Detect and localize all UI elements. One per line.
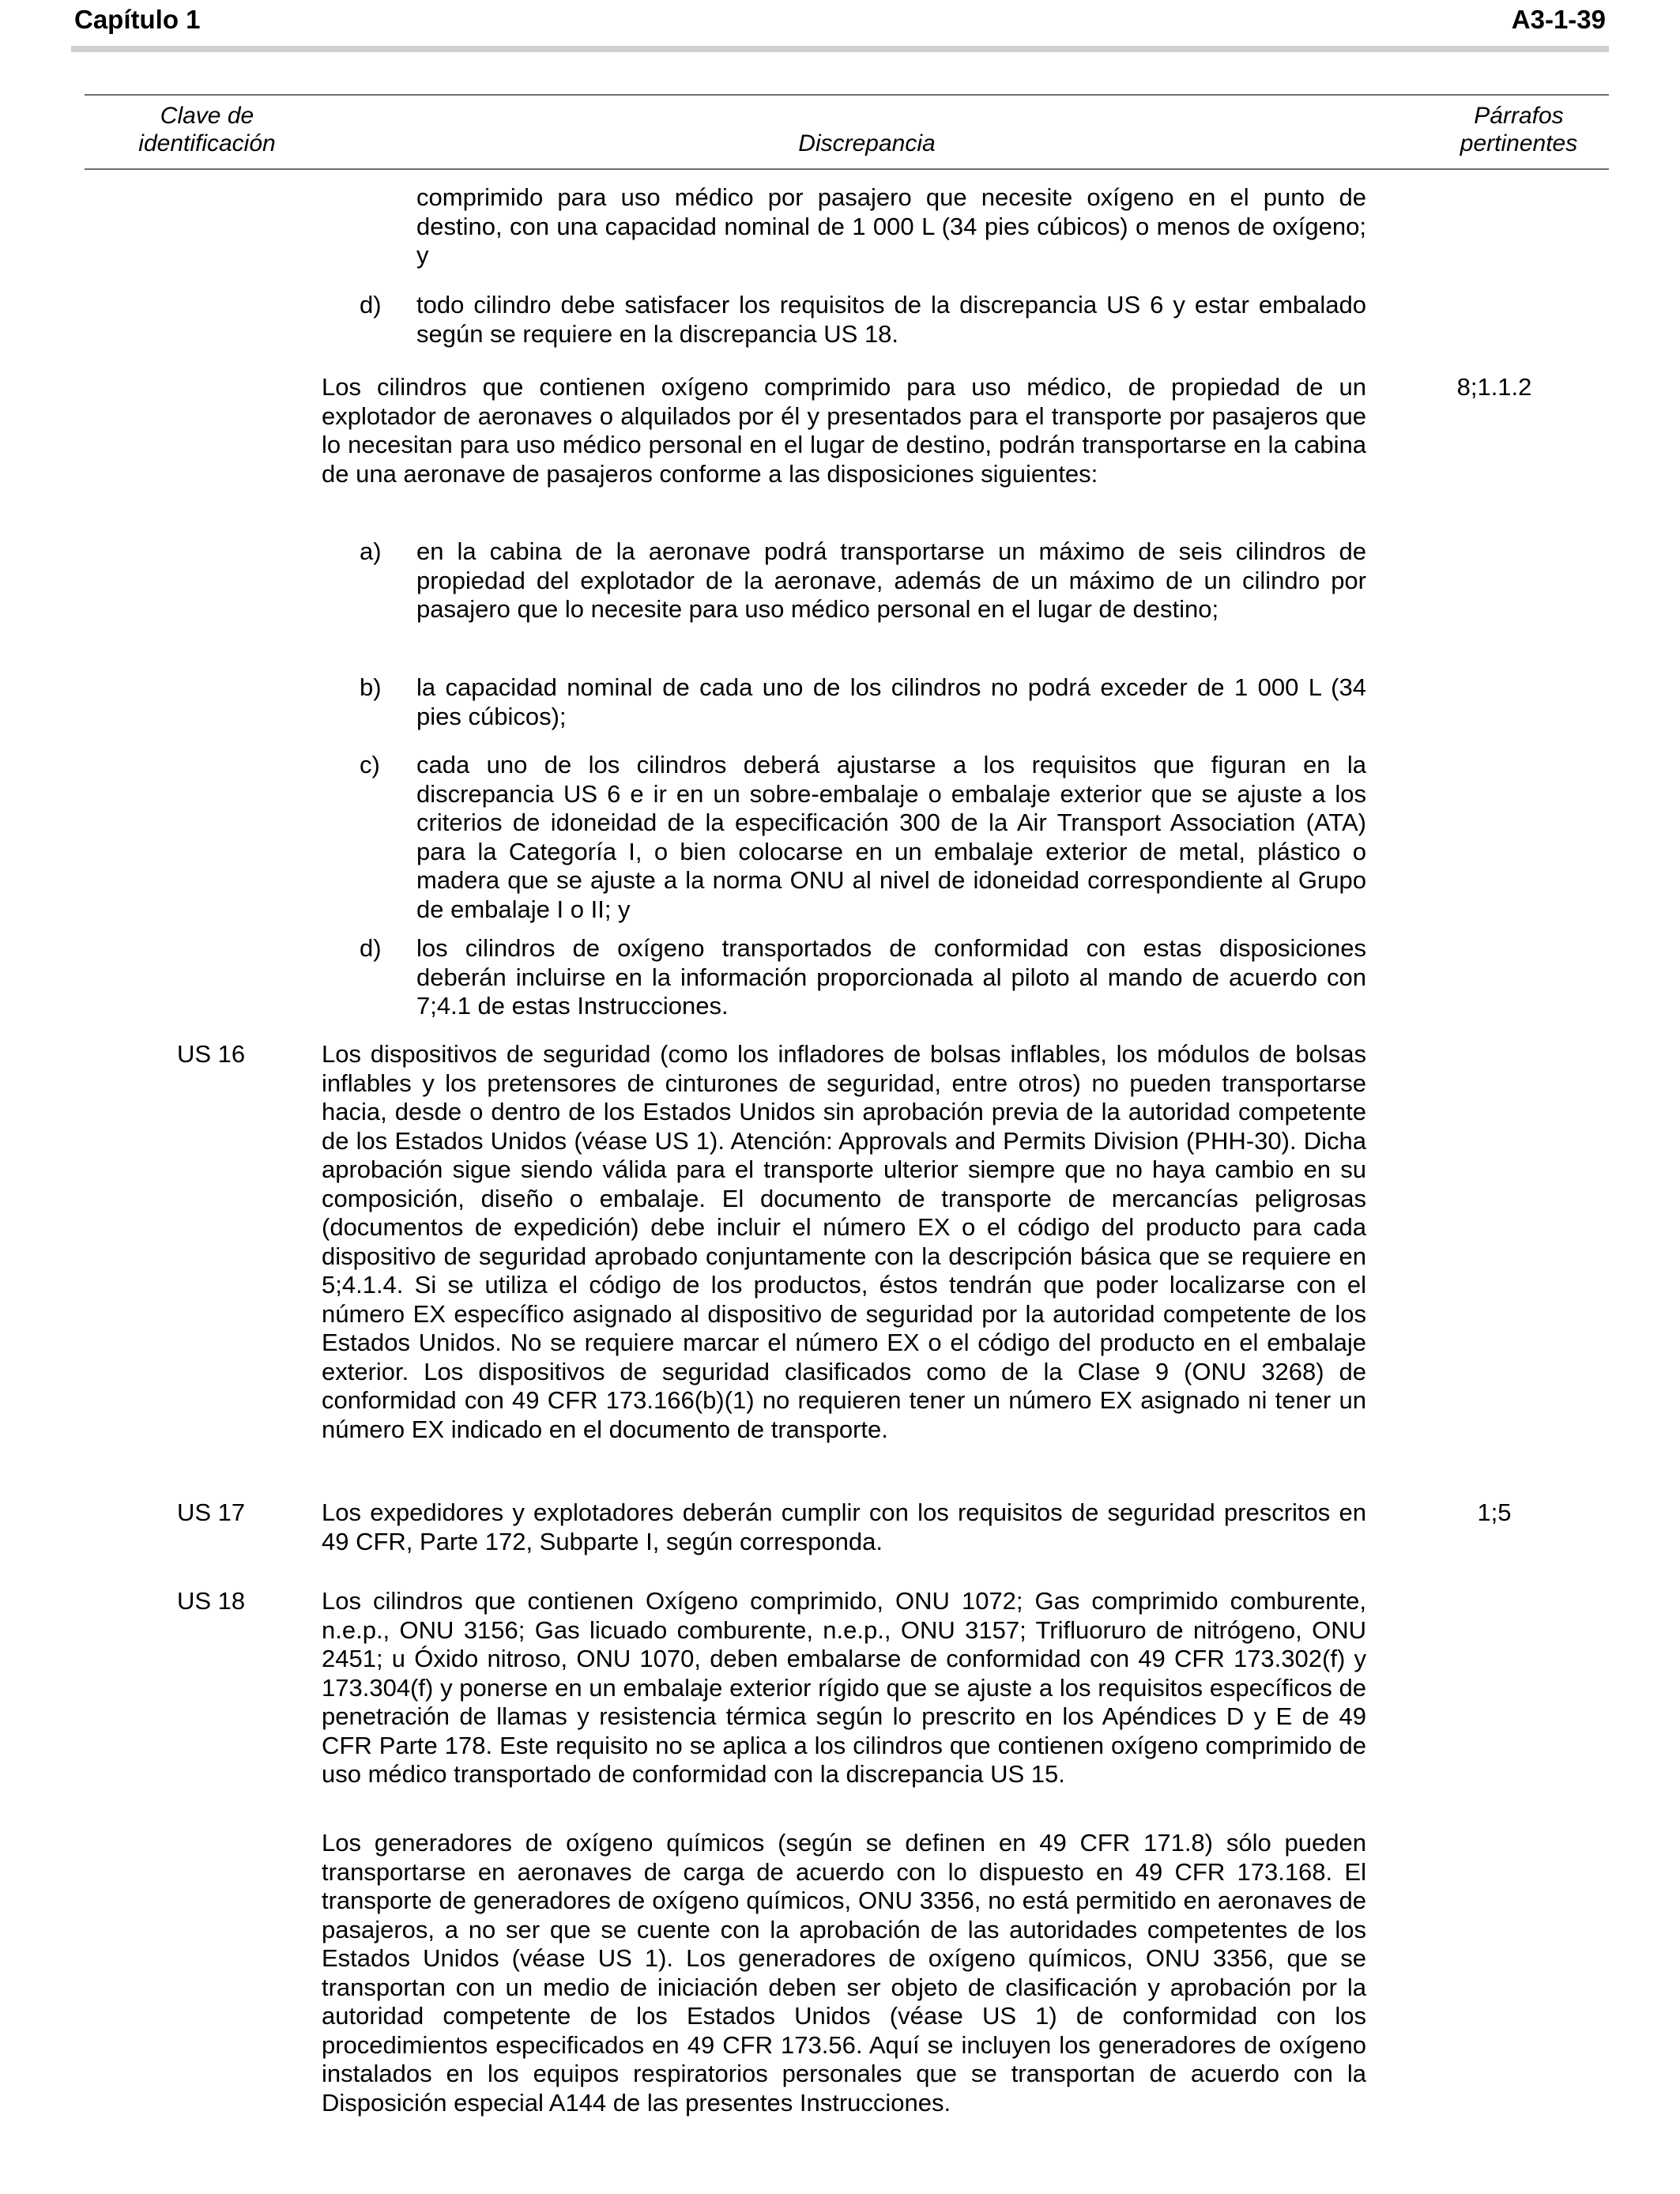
- item-label: b): [360, 673, 382, 701]
- item-text: la capacidad nominal de cada uno de los cilindros no podrá exceder de 1 000 L (34 pies cúbicos);: [416, 673, 1366, 730]
- item-label: c): [360, 751, 380, 778]
- identification-key: US 17: [177, 1498, 246, 1526]
- column-header-key: Clave de identificación: [138, 103, 276, 156]
- chapter-title: Capítulo 1: [74, 5, 201, 34]
- column-header-paragraphs: Párrafos pertinentes: [1460, 103, 1578, 156]
- paragraph-reference: 8;1.1.2: [1456, 373, 1532, 401]
- paragraph-reference: 1;5: [1477, 1498, 1512, 1526]
- list-item: [360, 183, 1366, 270]
- discrepancy-text: Los expedidores y explotadores deberán cumplir con los requisitos de seguridad prescritos en 49 CFR, Parte 172, Subparte I, según corresponda.: [322, 1498, 1366, 1555]
- item-label: d): [360, 291, 382, 319]
- discrepancy-text: Los generadores de oxígeno químicos (según se definen en 49 CFR 171.8) sólo pueden transportarse en aeronaves de carga de acuerdo con lo dispuesto en 49 CFR 173.168. El transporte de generadores de oxígeno químicos, ONU 3356, no está permitido en aeronaves de pasajeros, a no ser que se cuente con la aprobación de las autoridades competentes de los Estados Unidos (véase US 1). Los generadores de oxígeno químicos, ONU 3356, que se transportan con un medio de iniciación deben ser objeto de clasificación y aprobación por la autoridad competente de los Estados Unidos (véase US 1) de conformidad con los procedimientos especificados en 49 CFR 173.56. Aquí se incluyen los generadores de oxígeno instalados en los equipos respiratorios personales que se transportan de acuerdo con la Disposición especial A144 de las presentes Instrucciones.: [322, 1829, 1366, 2117]
- identification-key: US 18: [177, 1587, 246, 1615]
- item-text: los cilindros de oxígeno transportados de conformidad con estas disposiciones deberán incluirse en la información proporcionada al piloto al mando de acuerdo con 7;4.1 de estas Instrucciones.: [416, 934, 1366, 1020]
- item-label: d): [360, 934, 382, 962]
- item-text: todo cilindro debe satisfacer los requisitos de la discrepancia US 6 y estar embalado según se requiere en la discrepancia US 18.: [416, 291, 1366, 348]
- discrepancy-text: Los cilindros que contienen oxígeno comprimido para uso médico, de propiedad de un explotador de aeronaves o alquilados por él y presentados para el transporte por pasajeros que lo necesitan para uso médico personal en el lugar de destino, podrán transportarse en la cabina de una aeronave de pasajeros conforme a las disposiciones siguientes:: [322, 373, 1366, 488]
- page-reference: A3-1-39: [1511, 5, 1606, 34]
- item-text: cada uno de los cilindros deberá ajustarse a los requisitos que figuran en la discrepancia US 6 e ir en un sobre-embalaje o embalaje exterior que se ajuste a los criterios de idoneidad de la especificación 300 de la Air Transport Association (ATA) para la Categoría I, o bien colocarse en un embalaje exterior de metal, plástico o madera que se ajuste a la norma ONU al nivel de idoneidad correspondiente al Grupo de embalaje I o II; y: [416, 751, 1366, 923]
- list-item: [360, 673, 1366, 731]
- table-header: [85, 94, 1609, 170]
- discrepancy-text: Los dispositivos de seguridad (como los infladores de bolsas inflables, los módulos de bolsas inflables y los pretensores de cinturones de seguridad, entre otros) no pueden transportarse hacia, desde o dentro de los Estados Unidos sin aprobación previa de la autoridad competente de los Estados Unidos (véase US 1). Atención: Approvals and Permits Division (PHH-30). Dicha aprobación sigue siendo válida para el transporte ulterior siempre que no haya cambio en su composición, diseño o embalaje. El documento de transporte de mercancías peligrosas (documentos de expedición) debe incluir el número EX o el código del producto para cada dispositivo de seguridad aprobado conjuntamente con la descripción básica que se requiere en 5;4.1.4. Si se utiliza el código de los productos, éstos tendrán que poder localizarse con el número EX específico asignado al dispositivo de seguridad por la autoridad competente de los Estados Unidos. No se requiere marcar el número EX o el código del producto en el embalaje exterior. Los dispositivos de seguridad clasificados como de la Clase 9 (ONU 3268) de conformidad con 49 CFR 173.166(b)(1) no requieren tener un número EX asignado ni tener un número EX indicado en el documento de transporte.: [322, 1040, 1366, 1443]
- item-text: en la cabina de la aeronave podrá transportarse un máximo de seis cilindros de propiedad del explotador de la aeronave, además de un máximo de un cilindro por pasajero que lo necesite para uso médico personal en el lugar de destino;: [416, 537, 1366, 623]
- header-rule: [71, 46, 1609, 52]
- item-text: comprimido para uso médico por pasajero que necesite oxígeno en el punto de destino, con una capacidad nominal de 1 000 L (34 pies cúbicos) o menos de oxígeno; y: [416, 183, 1366, 269]
- discrepancy-text: Los cilindros que contienen Oxígeno comprimido, ONU 1072; Gas comprimido comburente, n.e.p., ONU 3156; Gas licuado comburente, n.e.p., ONU 3157; Trifluoruro de nitrógeno, ONU 2451; u Óxido nitroso, ONU 1070, deben embalarse de conformidad con 49 CFR 173.302(f) y 173.304(f) y ponerse en un embalaje exterior rígido que se ajuste a los requisitos específicos de penetración de llamas y resistencia térmica según lo prescrito en los Apéndices D y E de 49 CFR Parte 178. Este requisito no se aplica a los cilindros que contienen oxígeno comprimido de uso médico transportado de conformidad con la discrepancia US 15.: [322, 1587, 1366, 1788]
- identification-key: US 16: [177, 1040, 246, 1068]
- list-item: [360, 537, 1366, 624]
- list-item: [360, 291, 1366, 349]
- list-item: [360, 751, 1366, 924]
- column-header-discrepancy: Discrepancia: [798, 130, 936, 156]
- list-item: [360, 934, 1366, 1021]
- page-header: [74, 5, 1606, 44]
- item-label: a): [360, 537, 382, 565]
